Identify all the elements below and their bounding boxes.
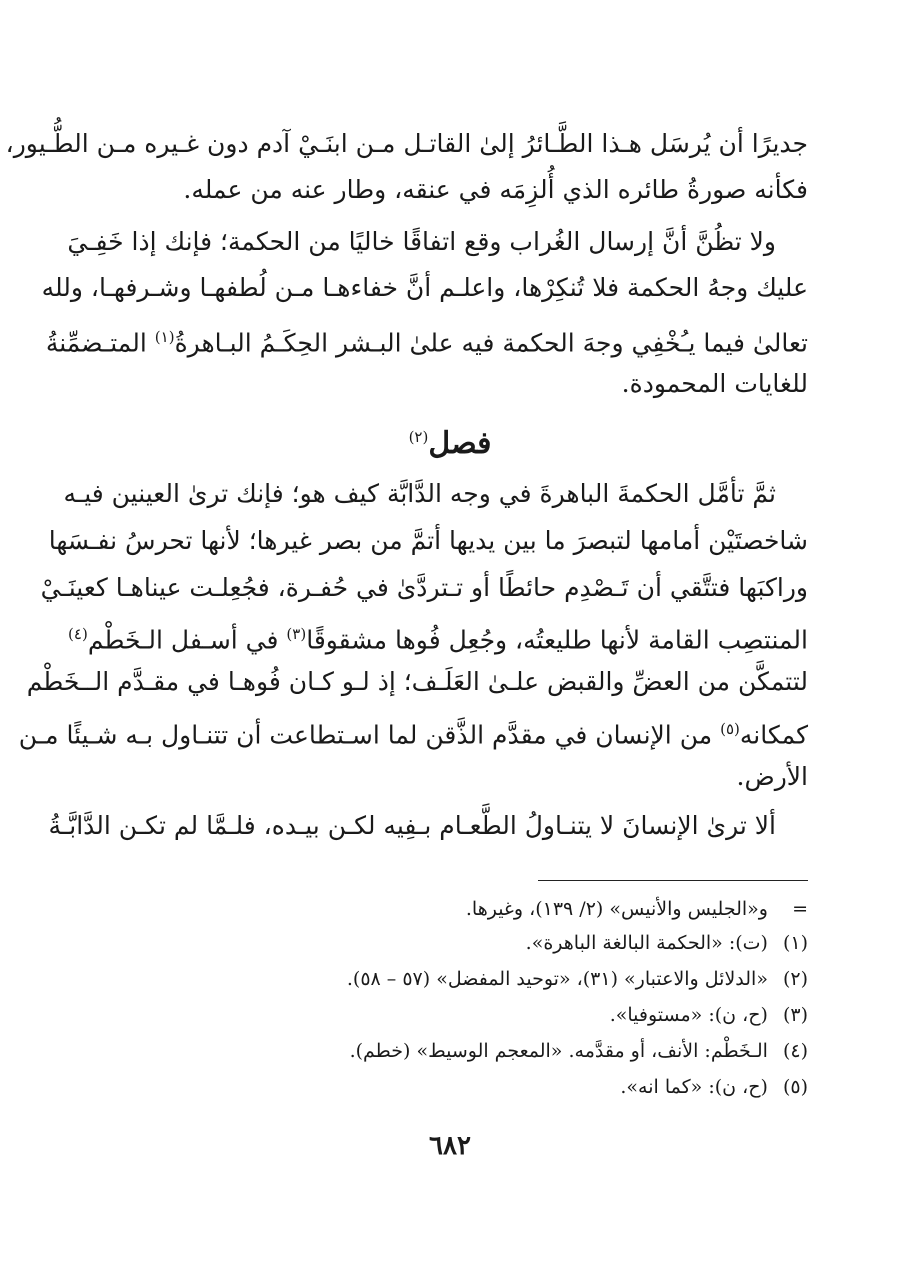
footnote-num: (٤)	[782, 1040, 808, 1062]
footnote-num: (٥)	[782, 1076, 808, 1098]
footnote-ref-4: (٤)	[68, 625, 88, 643]
paragraph-1-line-1: جديرًا أن يُرسَل هـذا الطَّـائرُ إلىٰ القاتـل مـن ابنَـيْ آدم دون غـيره مـن الطُّـيور،	[5, 129, 808, 158]
paragraph-3-line-4	[68, 614, 808, 660]
paragraph-3-line-6-start: كمكانه	[739, 720, 808, 750]
paragraph-3-line-6	[18, 709, 808, 755]
paragraph-2-line-3-end: المتـضمِّنةُ	[45, 328, 147, 358]
footnote-num: (١)	[782, 932, 808, 954]
paragraph-2-line-1: ولا تظُنَّ أنَّ إرسال الغُراب وقع اتفاقًا خاليًا من الحكمة؛ فإنك إذا خَفِـيَ	[67, 227, 776, 256]
footnote-text: «الدلائل والاعتبار» (٣١)، «توحيد المفضل» (٥٧ – ٥٨).	[346, 968, 768, 990]
paragraph-4-line-1: ألا ترىٰ الإنسانَ لا يتنـاولُ الطَّعـام بـفِيه لكـن بيـده، فلـمَّا لم تكـن الدَّابَّـةُ	[48, 811, 776, 840]
footnote-num: (٣)	[782, 1004, 808, 1026]
paragraph-3-line-4-text: المنتصِب القامة لأنها طليعتُه، وجُعِل فُوها مشقوقًا	[306, 625, 808, 655]
footnote-text: و«الجليس والأنيس» (٢/ ١٣٩)، وغيرها.	[465, 898, 768, 920]
footnote-ref-2: (٢)	[408, 428, 429, 446]
footnote-continued	[98, 893, 808, 925]
footnote-4	[98, 1035, 808, 1067]
paragraph-2-line-3	[45, 317, 808, 363]
footnote-5	[98, 1071, 808, 1103]
page-number: ٦٨٢	[429, 1131, 471, 1161]
paragraph-2-line-2: عليك وجهُ الحكمة فلا تُنكِرْها، واعلـم أنَّ خفاءهـا مـن لُطفهـا وشـرفهـا، ولله	[41, 273, 808, 302]
paragraph-2-line-4: للغايات المحمودة.	[621, 369, 808, 398]
footnote-1	[98, 927, 808, 959]
footnote-separator	[538, 880, 808, 881]
paragraph-3-line-7: الأرض.	[736, 762, 808, 791]
paragraph-1-line-2: فكأنه صورةُ طائره الذي أُلزِمَه في عنقه، وطار عنه من عمله.	[183, 175, 808, 204]
paragraph-3-line-3: وراكبَها فتتَّقي أن تَـصْدِم حائطًا أو تـتردَّىٰ في حُفـرة، فجُعِلـت عيناهـا كعينَـيْ	[40, 573, 808, 602]
paragraph-3-line-5: لتتمكَّن من العضِّ والقبض علـىٰ العَلَـف؛ إذ لـو كـان فُوهـا في مقـدَّم الــخَطْم	[26, 667, 808, 696]
footnote-3	[98, 999, 808, 1031]
footnote-num: (٢)	[782, 968, 808, 990]
footnote-num: =	[792, 898, 808, 920]
section-heading-title: فصل	[428, 426, 492, 461]
footnote-2	[98, 963, 808, 995]
footnote-text: (ت): «الحكمة البالغة الباهرة».	[525, 932, 768, 954]
paragraph-3-line-2: شاخصتَيْن أمامها لتبصرَ ما بين يديها أتمَّ من بصر غيرها؛ لأنها تحرسُ نفـسَها	[48, 526, 808, 555]
paragraph-3-line-1: ثمَّ تأمَّل الحكمةَ الباهرةَ في وجه الدَّابَّة كيف هو؛ فإنك ترىٰ العينين فيـه	[63, 479, 776, 508]
footnote-text: (ح، ن): «مستوفيا».	[609, 1004, 768, 1026]
footnote-ref-1: (١)	[154, 328, 175, 346]
footnote-text: الـخَطْم: الأنف، أو مقدَّمه. «المعجم الوسيط» (خطم).	[349, 1040, 768, 1062]
paragraph-3-line-4-end: في أسـفل الـخَطْم	[87, 625, 279, 655]
footnote-ref-5: (٥)	[720, 720, 740, 738]
paragraph-2-line-3-text: تعالىٰ فيما يـُخْفِي وجهَ الحكمة فيه علىٰ البـشر الحِكَـمُ البـاهرةُ	[174, 328, 808, 358]
section-heading	[0, 415, 900, 466]
footnote-text: (ح، ن): «كما انه».	[620, 1076, 768, 1098]
footnote-ref-3: (٣)	[286, 625, 307, 643]
paragraph-3-line-6-text: من الإنسان في مقدَّم الذَّقن لما اسـتطاعت أن تتنـاول بـه شـيئًا مـن	[18, 720, 713, 750]
